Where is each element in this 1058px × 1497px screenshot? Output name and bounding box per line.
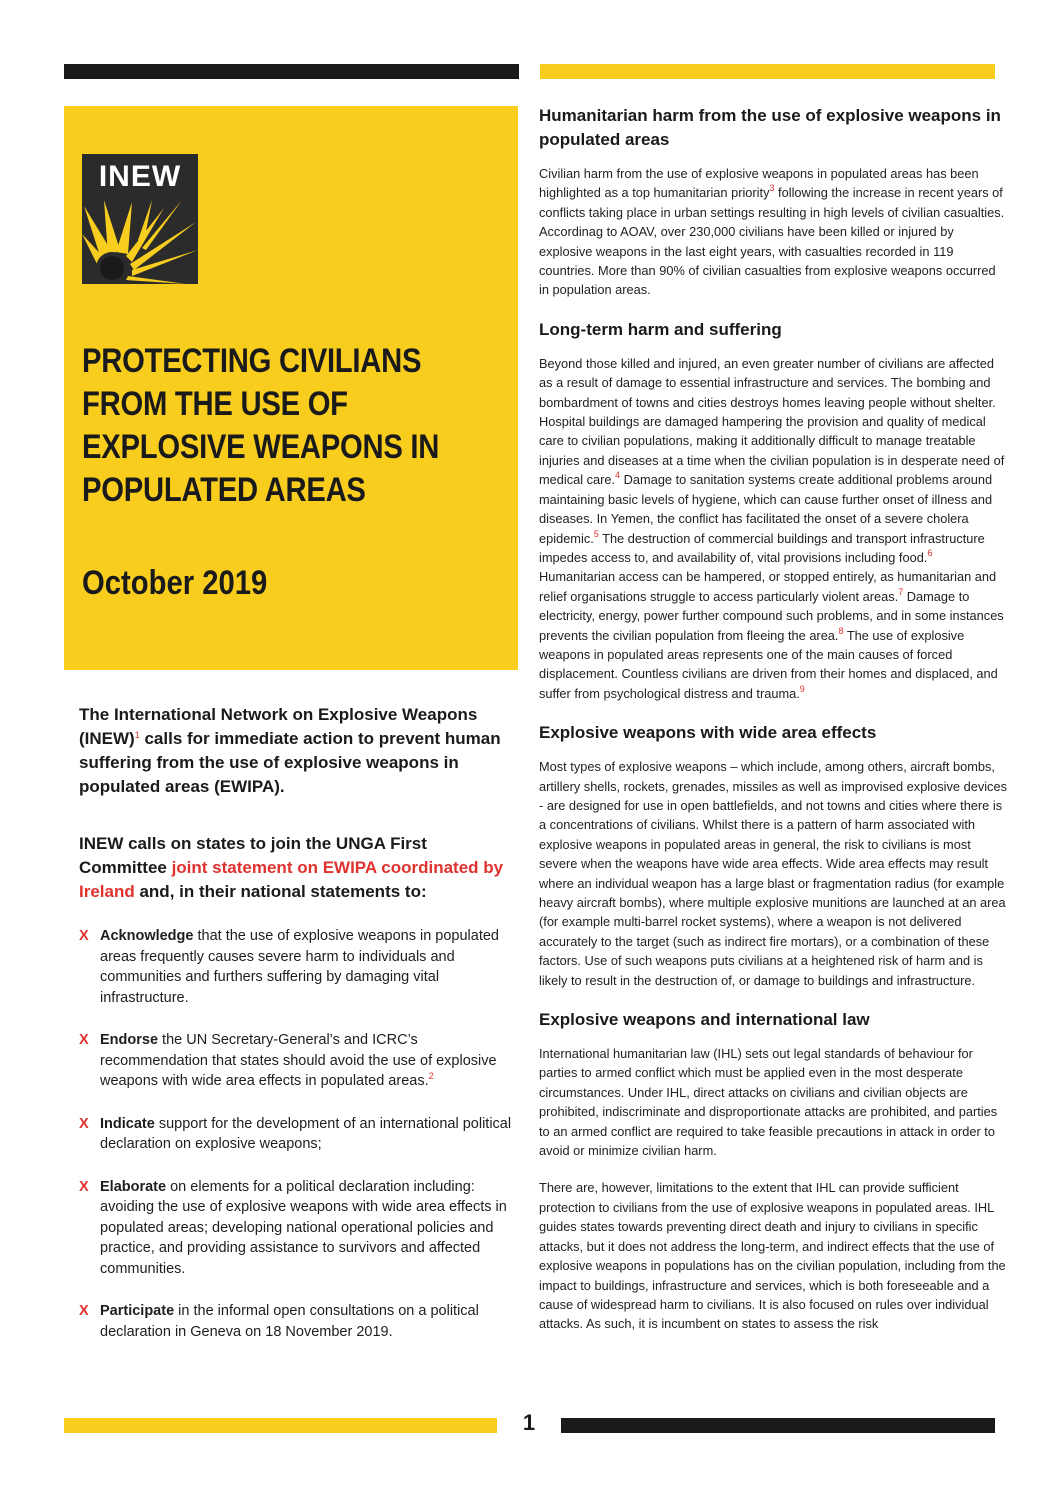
top-right-rule	[540, 64, 995, 79]
law-paragraph: There are, however, limitations to the extent that IHL can provide sufficient protection to civilians from the use of explosive weapons in populated areas. IHL guides states towards preventing direct death and injury to civilians in specific attacks, but it does not address the long-term, and indirect effects that the use of explosive weapons in populations has on the civilian population, including from the impact to buildings, infrastructure and services, which is both foreseeable and a cause of widespread harm to civilians. It is also focused on rules over individual attacks. As such, it is incumbent on states to assess the risk	[539, 1180, 1006, 1332]
action-text: the UN Secretary-General’s and ICRC’s recommendation that states should avoid the use of explosive weapons with wide area effects in populated areas.	[100, 1032, 497, 1089]
action-verb: Participate	[100, 1303, 175, 1319]
intro-paragraph	[79, 703, 519, 799]
bottom-left-rule	[64, 1418, 497, 1433]
action-verb: Elaborate	[100, 1178, 167, 1195]
action-verb: Acknowledge	[100, 928, 194, 944]
paragraph-text: Civilian harm from the use of explosive weapons in populated areas has been highlighted as a top humanitarian priority	[539, 166, 979, 201]
paragraph-text: The use of explosive weapons in populated areas represents one of the main causes of forced displacement. Countless civilians are driven from their homes and displaced, and suffer from psychological distress and trauma.	[539, 627, 998, 701]
footnote-ref[interactable]: 6	[927, 547, 933, 558]
x-marker-icon: X	[79, 928, 89, 944]
paragraph-text: Humanitarian access can be hampered, or stopped entirely, as humanitarian and relief organisations struggle to access particularly violent areas.	[539, 569, 997, 604]
footnote-ref[interactable]: 5	[593, 528, 599, 539]
top-left-rule	[64, 64, 519, 79]
action-text: in the informal open consultations on a political declaration in Geneva on 18 November 2019.	[100, 1303, 479, 1340]
list-item	[79, 1177, 519, 1280]
page-number: 1	[522, 1410, 536, 1435]
footnote-ref[interactable]: 3	[769, 183, 775, 194]
paragraph-text: following the increase in recent years of conflicts taking place in urban settings resulting in high levels of civilian casualties. Accordinag to AOAV, over 230,000 civilians have been killed or injured by explosive weapons in the last eight years, with casualties recorded in 119 countries. More than 90% of civilian casualties from explosive weapons occurred in population areas.	[539, 185, 1005, 298]
right-column	[539, 104, 1009, 1352]
bottom-right-rule	[561, 1418, 995, 1433]
action-text: that the use of explosive weapons in populated areas frequently causes severe harm to individuals and communities and furthers suffering by damaging vital infrastructure.	[100, 928, 499, 1006]
long-term-paragraph	[539, 354, 1009, 703]
footnote-ref[interactable]: 7	[898, 586, 904, 597]
section-heading-humanitarian-harm: Humanitarian harm from the use of explosive weapons in populated areas	[539, 106, 1001, 149]
intro-text: INEW calls on states to join the UNGA First Committee	[79, 834, 427, 877]
cover-date: October 2019	[82, 564, 268, 602]
footnote-ref[interactable]: 2	[428, 1071, 434, 1081]
footnote-ref[interactable]: 4	[615, 470, 621, 481]
list-item	[79, 1114, 519, 1155]
cover-title: PROTECTING CIVILIANS FROM THE USE OF EXPLOSIVE WEAPONS IN POPULATED AREAS	[82, 342, 440, 509]
footnote-ref[interactable]: 8	[838, 625, 844, 636]
call-to-states-paragraph	[79, 832, 519, 904]
action-text: on elements for a political declaration including: avoiding the use of explosive weapons with wide area effects in populated areas; developing national operational policies and practice, and providing assistance to survivors and affected communities.	[100, 1178, 507, 1277]
paragraph-text: Beyond those killed and injured, an even greater number of civilians are affected as a result of damage to essential infrastructure and services. The bombing and bombardment of towns and cities destroys homes leaving people without shelter. Hospital buildings are damaged hampering the provision and quality of medical care to civilian populations, making it additionally difficult to manage treatable injuries and diseases at a time when the civilian population is in desperate need of medical care.	[539, 355, 1005, 488]
joint-statement-link[interactable]: joint statement on EWIPA coordinated by Ireland	[79, 858, 504, 901]
paragraph-text: Damage to electricity, energy, power further compound such problems, and in some instances prevents the civilian population from fleeing the area.	[539, 588, 1004, 643]
list-item	[79, 1030, 519, 1092]
x-marker-icon: X	[79, 1178, 89, 1195]
inew-logo	[82, 154, 198, 284]
footnote-ref[interactable]: 9	[799, 683, 805, 694]
humanitarian-paragraph	[539, 164, 1009, 300]
action-verb: Indicate	[100, 1115, 155, 1132]
paragraph-text: Damage to sanitation systems create additional problems around maintaining basic levels of hygiene, which can cause further onset of illness and diseases. In Yemen, the conflict has facilitated the onset of a severe cholera epidemic.	[539, 472, 993, 546]
explosion-burst-icon	[82, 200, 198, 284]
intro-text: calls for immediate action to prevent human suffering from the use of explosive weapons in populated areas (EWIPA).	[79, 729, 501, 796]
logo-text: INEW	[98, 160, 182, 193]
list-item	[79, 926, 519, 1008]
x-marker-icon: X	[79, 1115, 89, 1132]
intro-text: and, in their national statements to:	[134, 882, 427, 901]
action-verb: Endorse	[100, 1032, 159, 1048]
section-heading-wide-area-effects: Explosive weapons with wide area effects	[539, 723, 877, 743]
paragraph-text: The destruction of commercial buildings and transport infrastructure impedes access to, and availability of, vital provisions including food.	[539, 530, 985, 565]
x-marker-icon: X	[79, 1032, 89, 1048]
action-text: support for the development of an international political declaration on explosive weapons;	[100, 1115, 512, 1152]
intro-text: The International Network on Explosive Weapons (INEW)	[79, 705, 478, 748]
wide-area-paragraph: Most types of explosive weapons – which include, among others, aircraft bombs, artillery shells, rockets, grenades, missiles as well as improvised explosive devices - are designed for use in open battlefields, and not towns and cities where there is a concentrations of civilians. Whilst there is a pattern of harm associated with explosive weapons in populated areas in general, the risk to civilians is most severe when the weapons have wide area effects. Wide area effects may result where an individual weapon has a large blast or fragmentation radius (for example heavy aircraft bombs), where multiple explosive munitions are launched at an area (for example multi-barrel rocket systems), where a weapon is not delivered accurately to the target (such as indirect fire mortars), or a combination of these factors. Use of such weapons puts civilians at a heightened risk of harm and is likely to result in the destruction of, or damage to buildings and infrastructure.	[539, 759, 1007, 988]
law-paragraph: International humanitarian law (IHL) sets out legal standards of behaviour for parties to armed conflict which must be applied even in the most desperate circumstances. Under IHL, direct attacks on civilians and civilian objects are prohibited, indiscriminate and disproportionate attacks are prohibited, and parties to an armed conflict are required to take feasible precautions in attack in order to avoid or minimize civilian harm.	[539, 1046, 998, 1159]
section-heading-international-law: Explosive weapons and international law	[539, 1010, 870, 1030]
cover-panel	[64, 106, 518, 670]
x-marker-icon: X	[79, 1303, 89, 1319]
action-list	[79, 926, 519, 1364]
list-item	[79, 1301, 519, 1342]
footnote-ref[interactable]: 1	[134, 730, 140, 740]
section-heading-long-term-harm: Long-term harm and suffering	[539, 319, 782, 339]
